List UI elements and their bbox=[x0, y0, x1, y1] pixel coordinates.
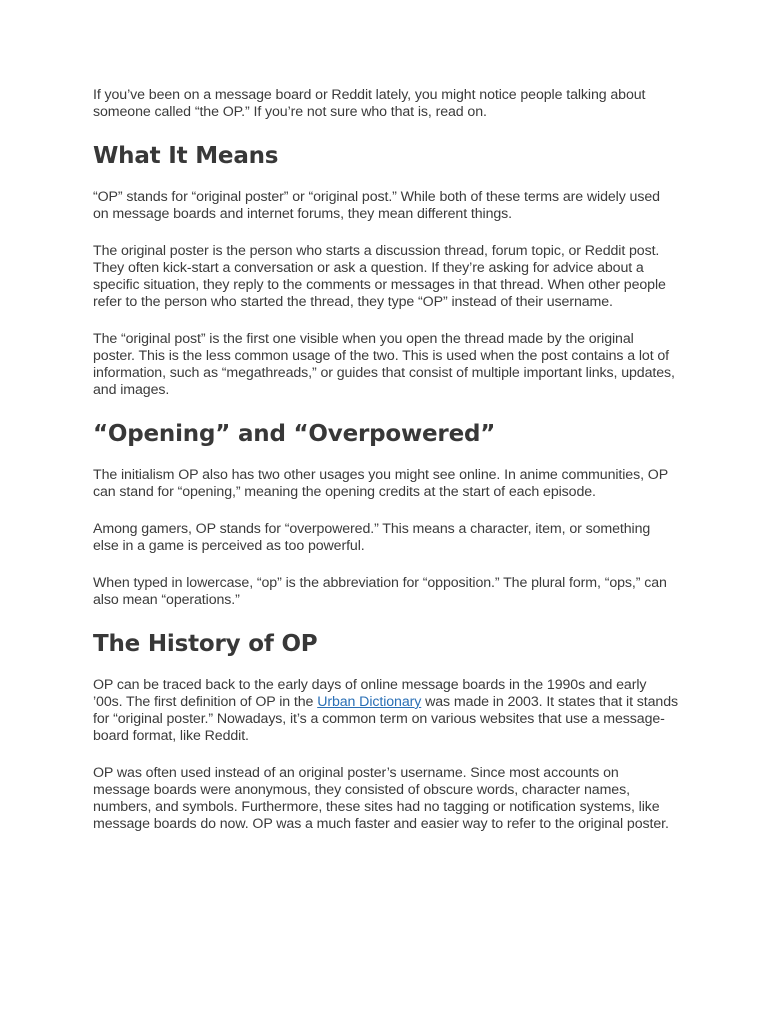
paragraph: The “original post” is the first one visible when you open the thread made by the original poster. This is the less common usage of the two. This is used when the post contains a lot of information, such as “megathreads,” or guides that consist of multiple important links, updates, and images. bbox=[93, 331, 675, 398]
paragraph: OP was often used instead of an original poster’s username. Since most accounts on message boards were anonymous, they consisted of obscure words, character names, numbers, and symbols. Furthermore, these sites had no tagging or notification systems, like message boards do now. OP was a much faster and easier way to refer to the original poster. bbox=[93, 765, 669, 832]
heading-opening-and-overpowered: “Opening” and “Overpowered” bbox=[93, 421, 496, 447]
paragraph: Among gamers, OP stands for “overpowered.” This means a character, item, or something else in a game is perceived as too powerful. bbox=[93, 521, 651, 554]
heading-what-it-means: What It Means bbox=[93, 143, 279, 169]
paragraph: “OP” stands for “original poster” or “original post.” While both of these terms are widely used on message boards and internet forums, they mean different things. bbox=[93, 189, 660, 222]
article-body bbox=[93, 87, 679, 833]
heading-history-of-op: The History of OP bbox=[93, 631, 318, 657]
paragraph: The initialism OP also has two other usages you might see online. In anime communities, OP can stand for “opening,” meaning the opening credits at the start of each episode. bbox=[93, 467, 668, 500]
paragraph: When typed in lowercase, “op” is the abbreviation for “opposition.” The plural form, “ops,” can also mean “operations.” bbox=[93, 575, 667, 608]
intro-paragraph: If you’ve been on a message board or Reddit lately, you might notice people talking about someone called “the OP.” If you’re not sure who that is, read on. bbox=[93, 87, 646, 120]
paragraph-with-link bbox=[93, 677, 679, 745]
urban-dictionary-link[interactable]: Urban Dictionary bbox=[317, 694, 422, 710]
paragraph-text: was made in 2003. It states that it stands for “original poster.” Nowadays, it’s a common term on various websites that use a message-board format, like Reddit. bbox=[93, 694, 678, 744]
paragraph-text: OP can be traced back to the early days of online message boards in the 1990s and early ’00s. The first definition of OP in the bbox=[93, 677, 647, 710]
paragraph: The original poster is the person who starts a discussion thread, forum topic, or Reddit post. They often kick-start a conversation or ask a question. If they’re asking for advice about a specific situation, they reply to the comments or messages in that thread. When other people refer to the person who started the thread, they type “OP” instead of their username. bbox=[93, 243, 666, 310]
